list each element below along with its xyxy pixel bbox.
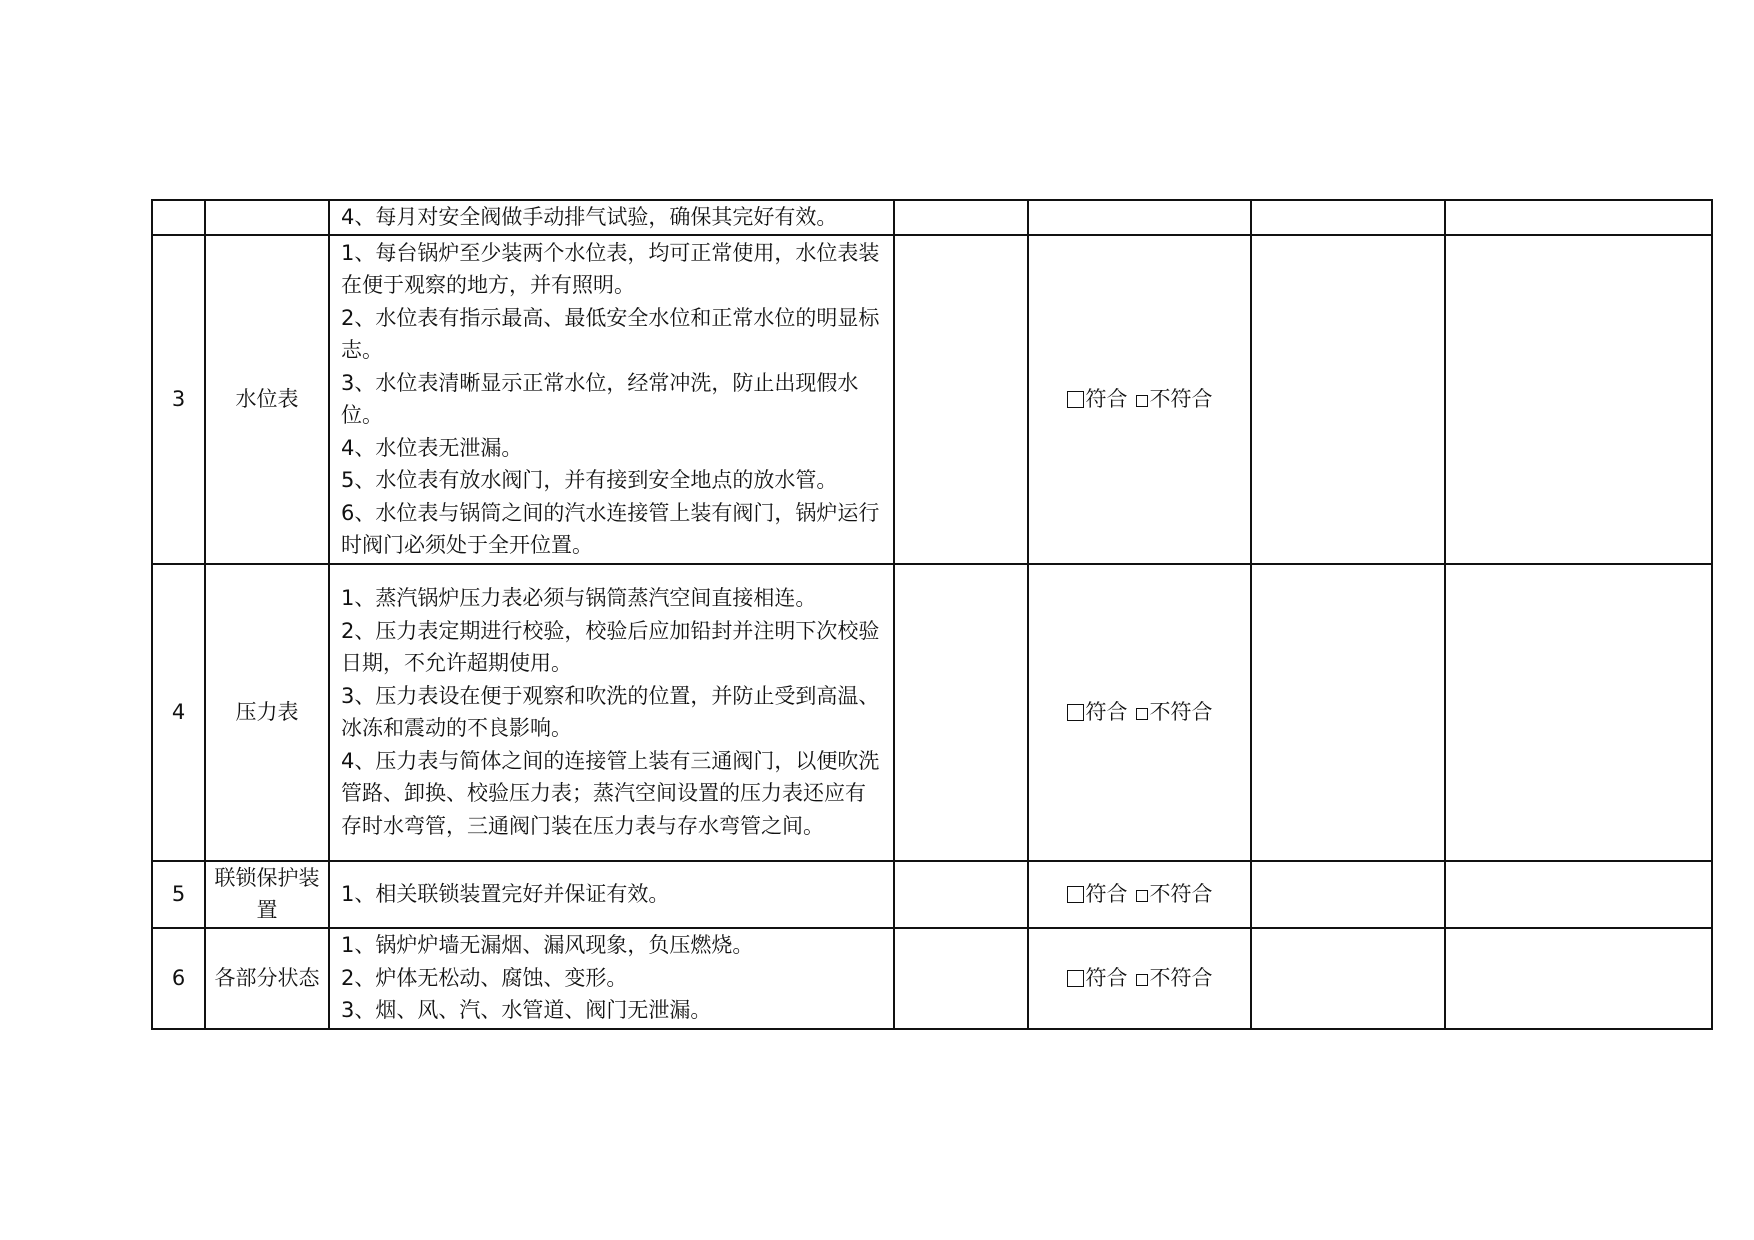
requirements-cell (329, 564, 894, 861)
table-row (152, 928, 1712, 1029)
empty-cell (894, 861, 1028, 928)
noncomply-label: 不符合 (1149, 386, 1213, 411)
requirement-line: 3、水位表清晰显示正常水位，经常冲洗，防止出现假水位。 (341, 370, 859, 427)
comply-checkbox[interactable] (1067, 970, 1084, 987)
comply-label: 符合 (1085, 699, 1128, 724)
noncomply-checkbox[interactable] (1136, 974, 1148, 986)
item-name: 压力表 (205, 564, 329, 861)
noncomply-label: 不符合 (1149, 699, 1213, 724)
row-number: 6 (152, 928, 205, 1029)
table-row (152, 235, 1712, 564)
requirement-line: 5、水位表有放水阀门，并有接到安全地点的放水管。 (341, 468, 838, 492)
requirement-line: 1、相关联锁装置完好并保证有效。 (341, 881, 670, 906)
empty-cell (1445, 200, 1712, 235)
comply-checkbox[interactable] (1067, 704, 1084, 721)
empty-cell (1445, 861, 1712, 928)
row-number: 3 (152, 235, 205, 564)
result-cell (1028, 200, 1251, 235)
item-name: 各部分状态 (205, 928, 329, 1029)
empty-cell (1251, 235, 1445, 564)
requirement-line: 1、锅炉炉墙无漏烟、漏风现象，负压燃烧。 (341, 933, 754, 958)
noncomply-checkbox[interactable] (1136, 708, 1148, 720)
requirement-line: 2、压力表定期进行校验，校验后应加铅封并注明下次校验日期，不允许超期使用。 (341, 618, 880, 675)
table-row (152, 564, 1712, 861)
requirements-cell (329, 235, 894, 564)
requirement-line: 1、每台锅炉至少装两个水位表，均可正常使用，水位表装在便于观察的地方，并有照明。 (341, 240, 880, 297)
result-cell (1028, 564, 1251, 861)
empty-cell (894, 235, 1028, 564)
row-number (152, 200, 205, 235)
requirement-line: 2、水位表有指示最高、最低安全水位和正常水位的明显标志。 (341, 305, 880, 362)
requirement-line: 3、烟、风、汽、水管道、阀门无泄漏。 (341, 998, 712, 1023)
empty-cell (894, 928, 1028, 1029)
requirement-line: 4、水位表无泄漏。 (341, 435, 523, 460)
empty-cell (1251, 564, 1445, 861)
item-name (205, 200, 329, 235)
table-row (152, 861, 1712, 928)
comply-checkbox[interactable] (1067, 886, 1084, 903)
empty-cell (1445, 235, 1712, 564)
requirement-line: 1、蒸汽锅炉压力表必须与锅筒蒸汽空间直接相连。 (341, 586, 817, 610)
noncomply-label: 不符合 (1149, 881, 1213, 906)
requirements-cell (329, 928, 894, 1029)
noncomply-label: 不符合 (1149, 965, 1213, 990)
empty-cell (894, 200, 1028, 235)
table-row (152, 200, 1712, 235)
requirement-line: 4、每月对安全阀做手动排气试验，确保其完好有效。 (341, 205, 838, 229)
requirement-line: 2、炉体无松动、腐蚀、变形。 (341, 965, 628, 990)
item-name: 联锁保护装置 (205, 861, 329, 928)
item-name: 水位表 (205, 235, 329, 564)
row-number: 5 (152, 861, 205, 928)
comply-label: 符合 (1085, 881, 1128, 906)
row-number: 4 (152, 564, 205, 861)
requirement-line: 4、压力表与简体之间的连接管上装有三通阀门，以便吹洗管路、卸换、校验压力表；蒸汽空间设置的压力表还应有存时水弯管，三通阀门装在压力表与存水弯管之间。 (341, 748, 880, 838)
requirement-line: 3、压力表设在便于观察和吹洗的位置，并防止受到高温、冰冻和震动的不良影响。 (341, 683, 880, 740)
result-cell (1028, 235, 1251, 564)
result-cell (1028, 861, 1251, 928)
requirements-cell (329, 861, 894, 928)
inspection-table (151, 199, 1713, 1030)
requirements-cell (329, 200, 894, 235)
empty-cell (894, 564, 1028, 861)
comply-label: 符合 (1085, 386, 1128, 411)
empty-cell (1251, 200, 1445, 235)
requirement-line: 6、水位表与锅筒之间的汽水连接管上装有阀门，锅炉运行时阀门必须处于全开位置。 (341, 500, 880, 557)
result-cell (1028, 928, 1251, 1029)
comply-checkbox[interactable] (1067, 391, 1084, 408)
comply-label: 符合 (1085, 965, 1128, 990)
empty-cell (1445, 564, 1712, 861)
empty-cell (1251, 861, 1445, 928)
empty-cell (1251, 928, 1445, 1029)
noncomply-checkbox[interactable] (1136, 395, 1148, 407)
noncomply-checkbox[interactable] (1136, 890, 1148, 902)
empty-cell (1445, 928, 1712, 1029)
